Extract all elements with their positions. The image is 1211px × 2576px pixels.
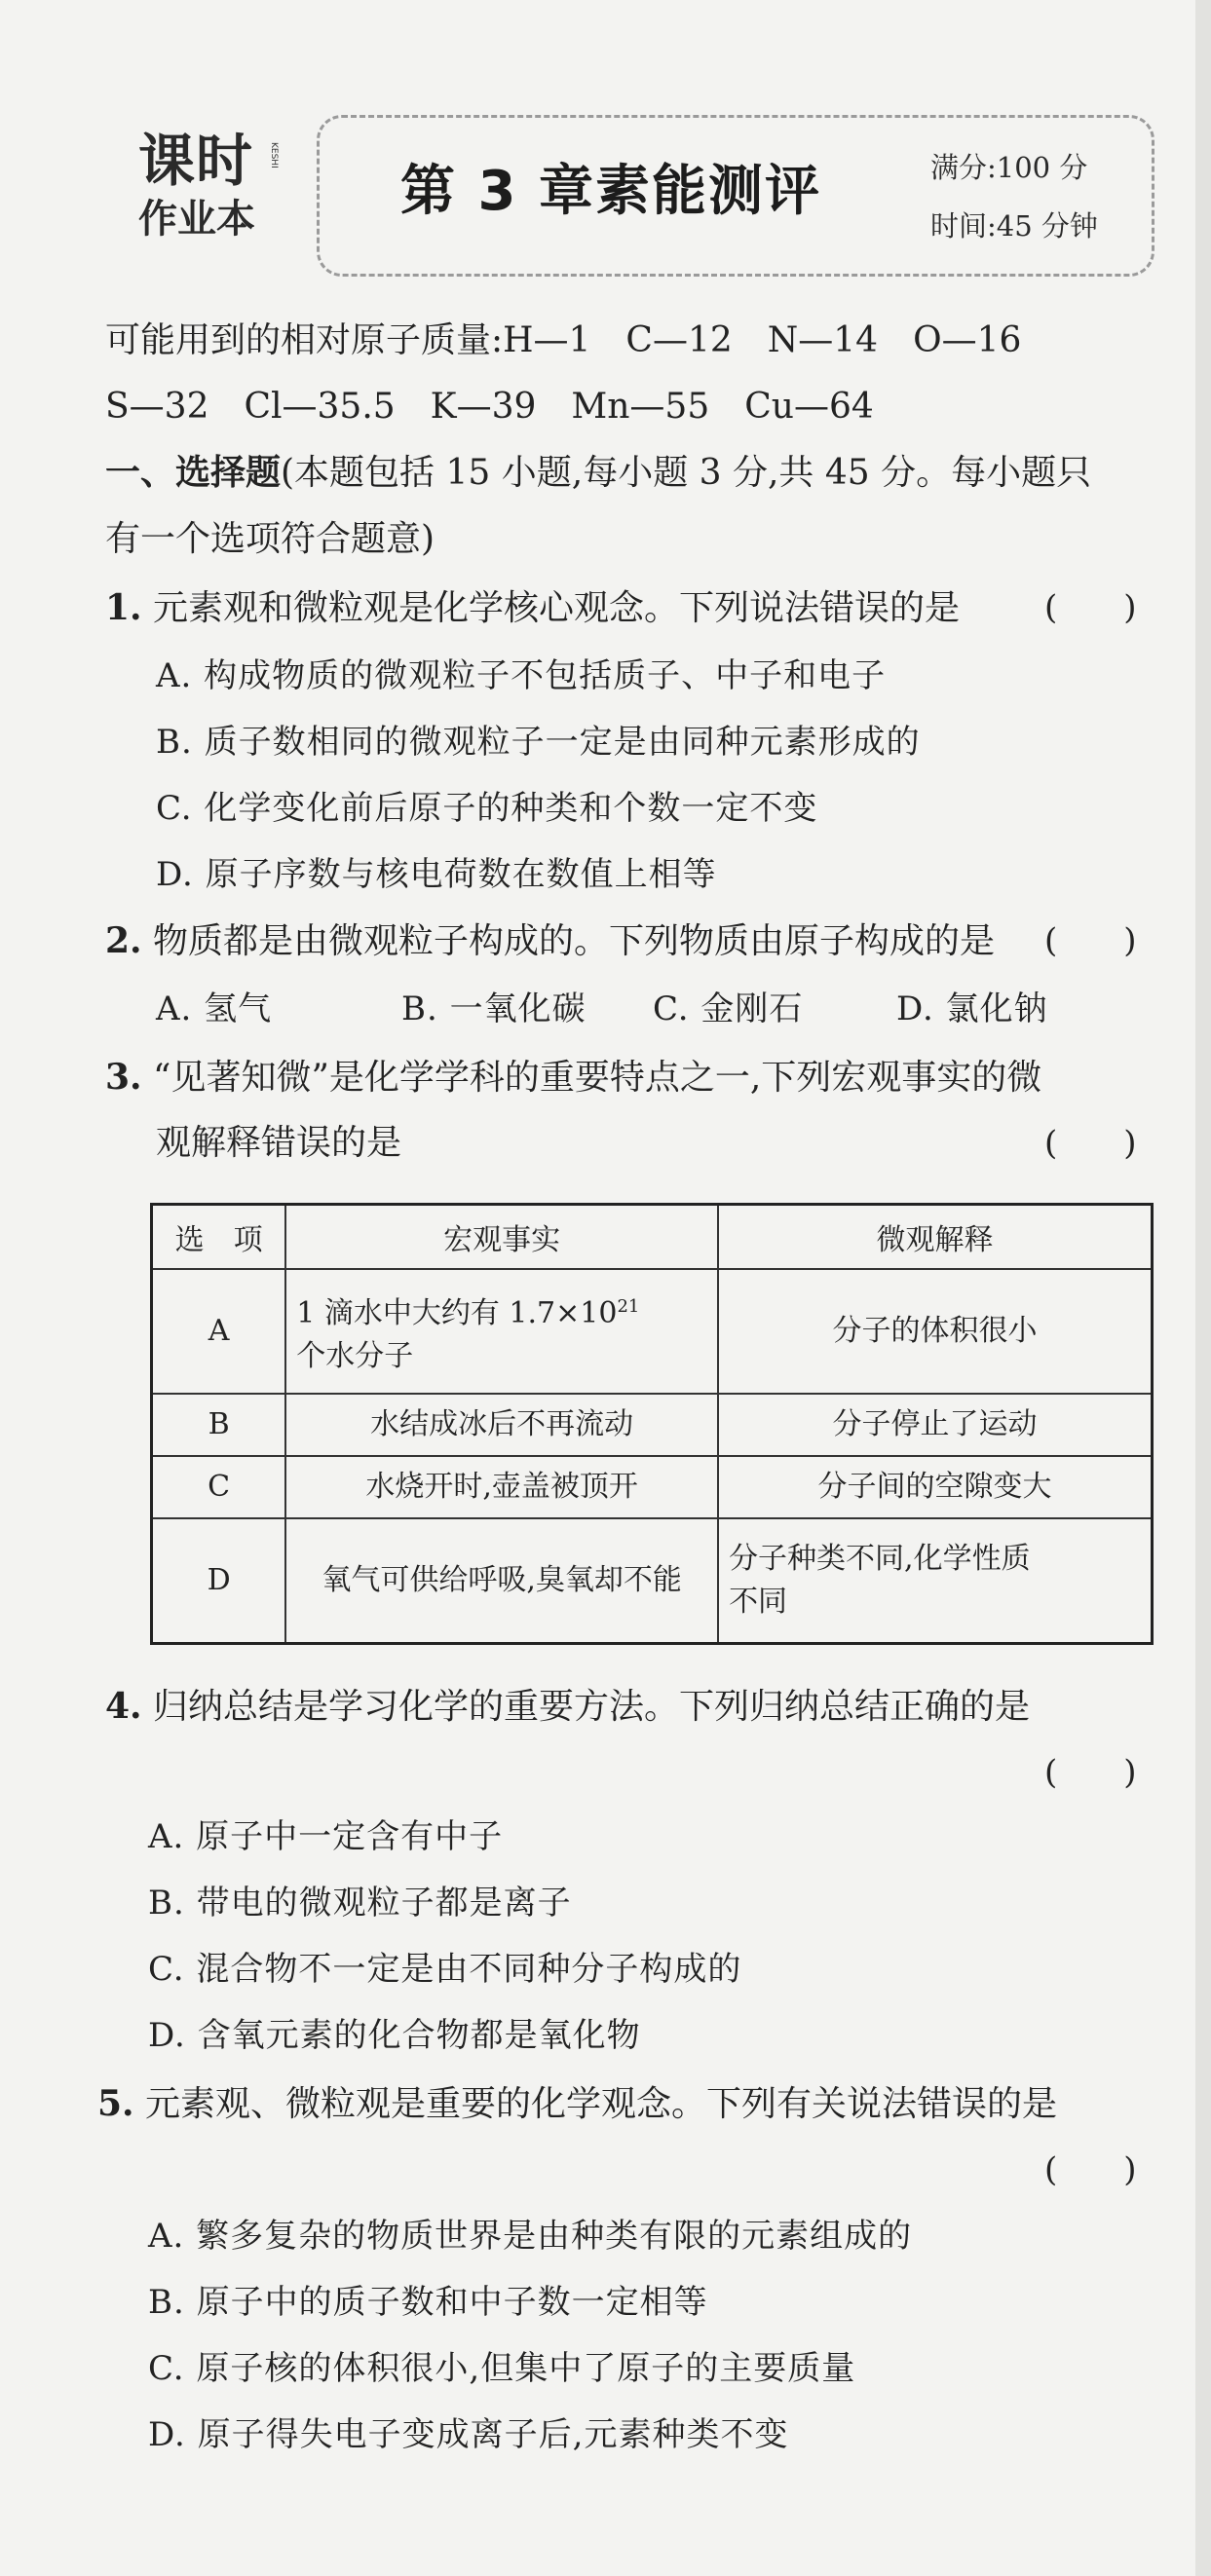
table-cell-option: A [152,1269,286,1394]
q1-option-c: C. 化学变化前后原子的种类和个数一定不变 [156,789,818,828]
table-cell-option: C [152,1456,286,1518]
atomic-mass-line-2: S—32 Cl—35.5 K—39 Mn—55 Cu—64 [105,387,874,427]
table-cell-fact: 水烧开时,壶盖被顶开 [285,1456,718,1518]
table-cell-explanation [718,1518,1152,1643]
explanation-d-line-2: 不同 [729,1584,788,1619]
time-limit: 时间:45 分钟 [930,209,1098,243]
question-1-number: 1. [105,587,142,628]
table-header-option: 选 项 [152,1205,286,1270]
fact-a-exponent: 21 [617,1295,640,1317]
fact-a-line-2: 个水分子 [296,1338,414,1373]
q1-option-d: D. 原子序数与核电荷数在数值上相等 [156,855,717,894]
q2-option-b: B. 一氧化碳 [401,989,587,1028]
question-1-text: 元素观和微粒观是化学核心观念。下列说法错误的是 [153,588,961,628]
table-row [152,1518,1153,1643]
question-4-text: 归纳总结是学习化学的重要方法。下列归纳总结正确的是 [153,1687,1031,1727]
table-cell-explanation: 分子的体积很小 [718,1269,1152,1394]
table-row [152,1269,1153,1394]
question-4-stem [105,1683,1030,1731]
q1-option-a: A. 构成物质的微观粒子不包括质子、中子和电子 [156,656,887,695]
question-2-number: 2. [105,920,142,961]
question-5-text: 元素观、微粒观是重要的化学观念。下列有关说法错误的是 [145,2084,1058,2124]
q4-option-a: A. 原子中一定含有中子 [148,1817,504,1856]
answer-bracket-4[interactable]: ( ) [1044,1753,1137,1792]
table-header-explanation: 微观解释 [718,1205,1152,1270]
explanation-d-line-1: 分子种类不同,化学性质 [729,1541,1031,1576]
logo-mini-text: KESHI [269,142,279,168]
table-cell-option: B [152,1394,286,1456]
q3-table [150,1203,1154,1645]
q1-option-b: B. 质子数相同的微观粒子一定是由同种元素形成的 [156,723,921,762]
fact-a-line-1: 1 滴水中大约有 1.7×10 [296,1295,618,1330]
q2-option-a: A. 氢气 [156,989,273,1028]
question-3-stem-1 [105,1054,1041,1101]
section-desc-1: (本题包括 15 小题,每小题 3 分,共 45 分。每小题只 [281,453,1092,493]
q5-option-b: B. 原子中的质子数和中子数一定相等 [148,2283,708,2322]
logo-bottom-text: 作业本 [138,197,255,242]
page-edge [1195,0,1211,2576]
logo-top-text: 课时 [138,128,254,194]
atomic-mass-line-1: 可能用到的相对原子质量:H—1 C—12 N—14 O—16 [105,320,1022,360]
section-desc-2: 有一个选项符合题意) [105,519,435,559]
table-row [152,1456,1153,1518]
question-4-number: 4. [105,1686,142,1727]
question-3-number: 3. [105,1057,142,1098]
logo [138,129,283,255]
answer-bracket-5[interactable]: ( ) [1044,2150,1137,2189]
table-cell-explanation: 分子停止了运动 [718,1394,1152,1456]
q5-option-d: D. 原子得失电子变成离子后,元素种类不变 [148,2415,789,2454]
question-5-stem [97,2080,1057,2128]
table-cell-fact: 水结成冰后不再流动 [285,1394,718,1456]
question-1-stem [105,584,960,632]
q2-option-d: D. 氯化钠 [896,989,1048,1028]
table-cell-option: D [152,1518,286,1643]
q4-option-b: B. 带电的微观粒子都是离子 [148,1884,572,1923]
question-2-text: 物质都是由微观粒子构成的。下列物质由原子构成的是 [153,921,996,961]
answer-bracket-3[interactable]: ( ) [1044,1124,1137,1163]
question-3-stem-2: 观解释错误的是 [156,1123,402,1163]
table-row [152,1394,1153,1456]
table-header-row [152,1205,1153,1270]
page-title: 第 3 章素能测评 [400,160,821,223]
section-heading [105,450,1091,497]
full-score: 满分:100 分 [930,151,1088,184]
question-5-number: 5. [97,2083,134,2124]
table-cell-fact: 氧气可供给呼吸,臭氧却不能 [285,1518,718,1643]
answer-bracket-1[interactable]: ( ) [1044,588,1137,627]
question-2-stem [105,917,995,965]
question-3-text-1: “见著知微”是化学学科的重要特点之一,下列宏观事实的微 [153,1058,1042,1098]
q5-option-a: A. 繁多复杂的物质世界是由种类有限的元素组成的 [148,2217,913,2256]
table-cell-fact [285,1269,718,1394]
q4-option-c: C. 混合物不一定是由不同种分子构成的 [148,1950,742,1989]
q4-option-d: D. 含氧元素的化合物都是氧化物 [148,2016,641,2055]
table-cell-explanation: 分子间的空隙变大 [718,1456,1152,1518]
answer-bracket-2[interactable]: ( ) [1044,921,1137,960]
q2-option-c: C. 金刚石 [653,989,804,1028]
q5-option-c: C. 原子核的体积很小,但集中了原子的主要质量 [148,2349,856,2388]
table-header-fact: 宏观事实 [285,1205,718,1270]
section-label: 一、选择题 [105,453,282,493]
